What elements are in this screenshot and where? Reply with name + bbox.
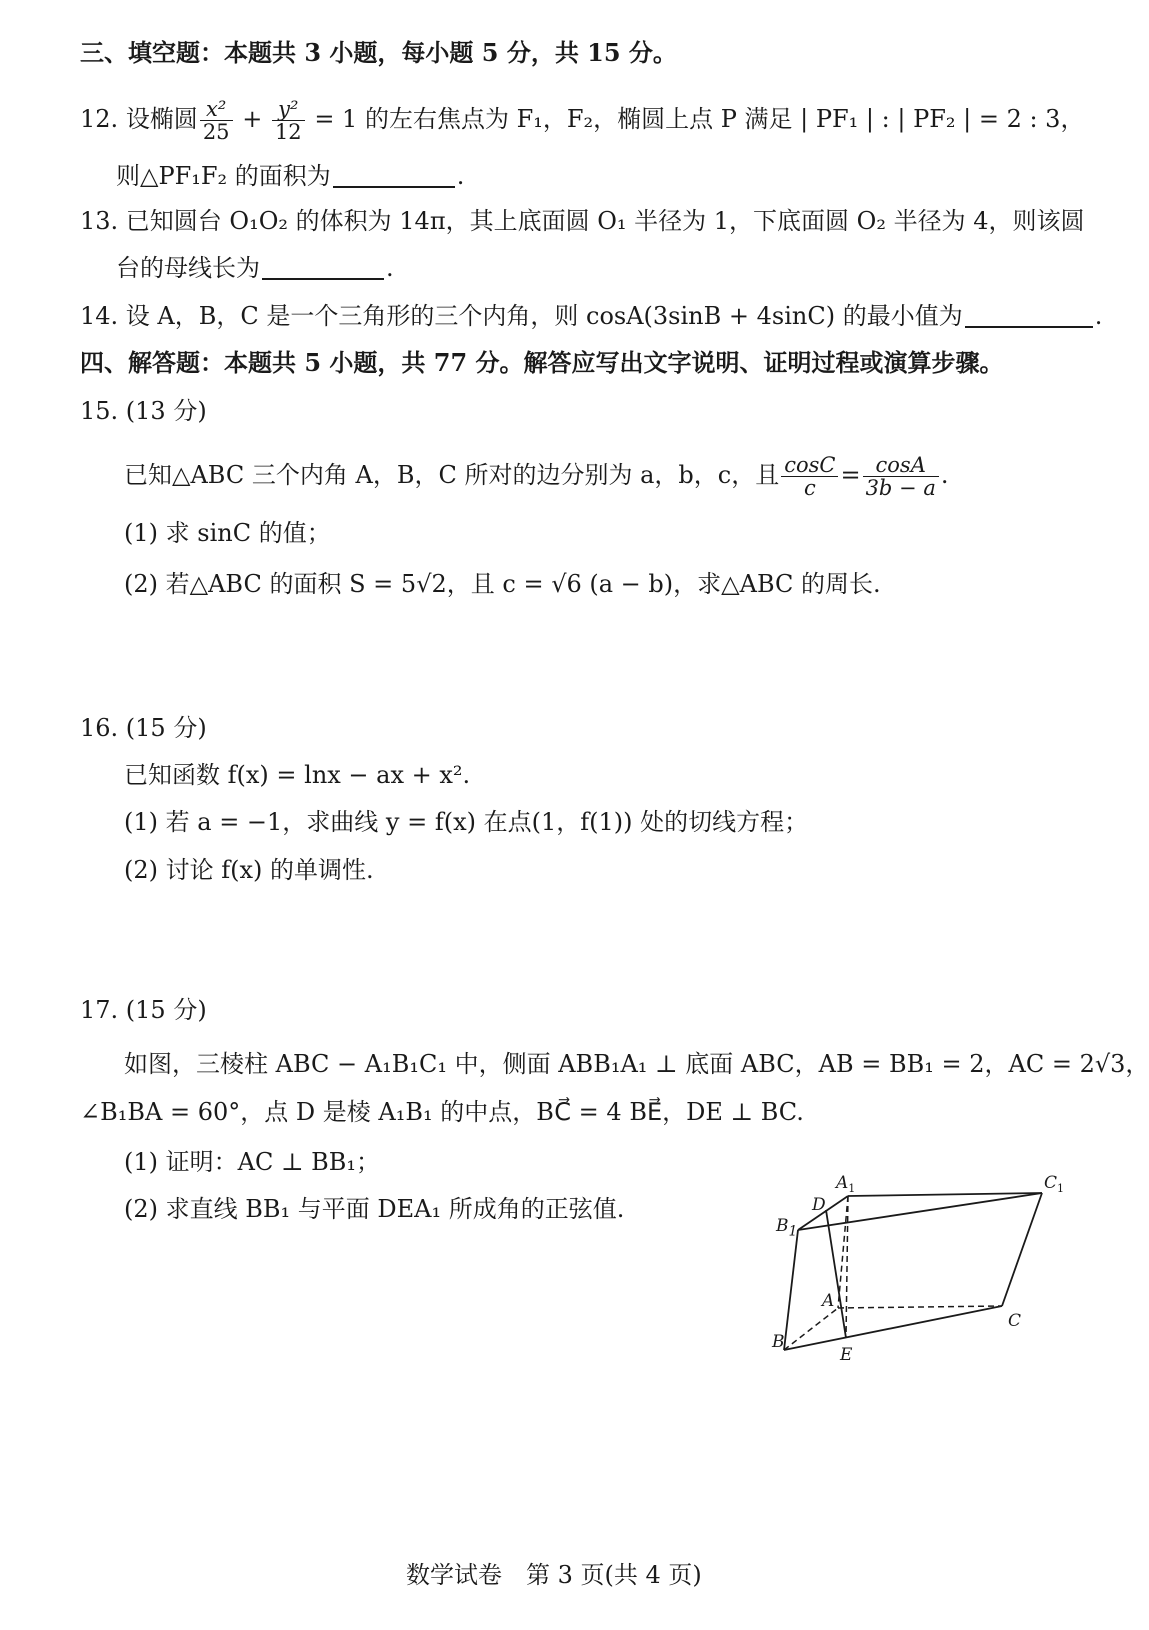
label-b1-outer [776,1216,797,1239]
edge-b1-c1 [798,1193,1042,1230]
q13-ask: 台的母线长为 [116,254,260,282]
q15-equals: = [840,461,861,489]
q12-frac1-num: x² [200,98,233,121]
section-header-fill-in: 三、填空题：本题共 3 小题，每小题 5 分，共 15 分。 [80,38,677,67]
q12-ask: 则△PF₁F₂ 的面积为 [116,162,331,190]
q15-stem-prefix: 已知△ABC 三个内角 A，B，C 所对的边分别为 a，b，c，且 [124,461,780,489]
edge-c1-c [1002,1193,1042,1306]
section-header-answer: 四、解答题：本题共 5 小题，共 77 分。解答应写出文字说明、证明过程或演算步骤。 [80,348,1004,377]
q15-fraction-right [863,454,939,499]
question-16-part-2: (2) 讨论 f(x) 的单调性. [124,856,374,884]
label-a: A [822,1291,835,1311]
q12-equation-rest: = 1 的左右焦点为 F₁，F₂，椭圆上点 P 满足 | PF₁ | : | PF₂ | = 2 : 3， [314,105,1085,133]
question-16-title: 16. (15 分) [80,714,207,742]
q12-frac2-num: y² [272,98,305,121]
question-17-stem-line-2: ∠B₁BA = 60°，点 D 是棱 A₁B₁ 的中点，BC⃗ = 4 BE⃗，DE ⊥ BC. [80,1098,804,1126]
prism-figure [790,1173,1090,1418]
q12-prefix: 设椭圆 [125,105,198,133]
segment-d-e [826,1210,846,1338]
q15-frac2-num: cosA [863,454,939,477]
q12-frac1-den: 25 [202,120,230,144]
q15-fraction-left [781,454,838,499]
page-footer: 数学试卷 第 3 页(共 4 页) [406,1561,702,1589]
q13-period: . [386,254,394,282]
edge-b-c [784,1306,1002,1350]
edge-b1-b [784,1230,798,1350]
question-16-part-1: (1) 若 a = −1，求曲线 y = f(x) 在点(1，f(1)) 处的切线方程； [124,808,809,836]
edge-a-c-hidden [838,1306,1002,1308]
label-e: E [840,1345,853,1365]
q12-fraction-x [200,98,233,143]
question-15-title: 15. (13 分) [80,397,207,425]
question-15-stem [124,454,948,499]
question-17-title: 17. (15 分) [80,996,207,1024]
label-b: B [772,1332,785,1352]
question-16-stem: 已知函数 f(x) = lnx − ax + x². [124,761,471,789]
q12-fraction-y [272,98,305,143]
q12-frac2-den: 12 [274,120,302,144]
question-17-part-2: (2) 求直线 BB₁ 与平面 DEA₁ 所成角的正弦值. [124,1195,625,1223]
edge-a1-c1 [848,1193,1042,1196]
label-c1: $C_1$ [1044,1173,1065,1195]
q15-stem-end: . [940,461,949,489]
question-12-line-1 [80,98,1084,143]
label-c: C [1008,1311,1022,1331]
question-12-line-2 [116,161,464,191]
q14-period: . [1094,302,1103,330]
q14-answer-blank[interactable] [965,326,1093,328]
q12-answer-blank[interactable] [333,186,455,188]
q13-answer-blank[interactable] [262,278,384,280]
label-a1: $A_1$ [836,1173,856,1195]
label-b1-letter: B [776,1216,789,1236]
q12-period: . [456,162,465,190]
question-13-line-2 [116,253,394,283]
q15-frac1-den: c [803,476,816,500]
q15-frac1-num: cosC [781,454,838,477]
q12-number: 12. [80,105,119,133]
q12-plus: + [242,105,263,133]
question-17-part-1: (1) 证明：AC ⊥ BB₁； [124,1148,381,1176]
question-15-part-2: (2) 若△ABC 的面积 S = 5√2，且 c = √6 (a − b)，求△ABC 的周长. [124,570,881,598]
question-17-stem-line-1: 如图，三棱柱 ABC − A₁B₁C₁ 中，侧面 ABB₁A₁ ⊥ 底面 ABC，AB = BB₁ = 2，AC = 2√3， [124,1050,1149,1078]
label-b1-sub: 1 [788,1223,798,1240]
label-d: D [812,1195,826,1215]
question-13-line-1: 13. 已知圆台 O₁O₂ 的体积为 14π，其上底面圆 O₁ 半径为 1，下底面圆 O₂ 半径为 4，则该圆 [80,207,1085,235]
q14-text: 14. 设 A，B，C 是一个三角形的三个内角，则 cosA(3sinB + 4sinC) 的最小值为 [80,302,963,330]
q15-frac2-den: 3b − a [865,476,936,500]
question-15-part-1: (1) 求 sinC 的值； [124,519,331,547]
question-14-line [80,301,1102,331]
